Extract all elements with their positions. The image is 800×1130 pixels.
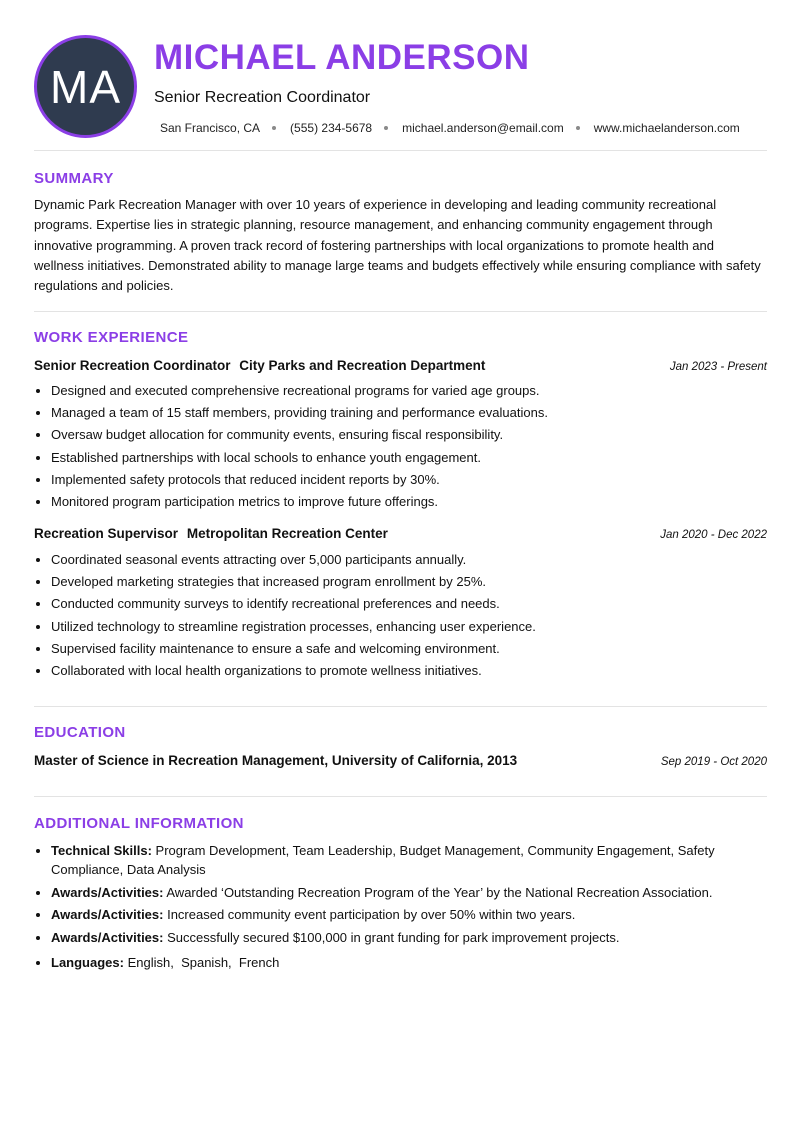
job-bullets — [34, 380, 767, 513]
list-item: • Collaborated with local health organizations to promote wellness initiatives. — [51, 660, 767, 682]
job-header — [34, 358, 767, 373]
divider — [34, 150, 767, 151]
education-entry — [34, 753, 767, 768]
divider — [34, 796, 767, 797]
list-item: • Utilized technology to streamline registration processes, enhancing user experience. — [51, 616, 767, 638]
list-item — [51, 953, 767, 972]
contact-bar — [160, 121, 740, 135]
contact-email[interactable]: michael.anderson@email.com — [402, 121, 564, 135]
info-label: Awards/Activities: — [51, 907, 164, 922]
education-dates: Sep 2019 - Oct 2020 — [660, 756, 767, 768]
list-item: • Developed marketing strategies that increased program enrollment by 25%. — [51, 571, 767, 593]
contact-phone: (555) 234-5678 — [290, 121, 373, 135]
summary-text: Dynamic Park Recreation Manager with over 10 years of experience in developing and leading community recreational programs. Expertise lies in strategic planning, resource management, and enhancing community engagement through innovative programming. A proven track record of fostering partnerships with local organizations to promote health and wellness initiatives. Demonstrated ability to manage large teams and budgets effectively while ensuring compliance with safety regulations and policies. — [34, 197, 761, 294]
candidate-title: Senior Recreation Coordinator — [154, 89, 371, 106]
separator-dot-icon — [384, 126, 388, 130]
contact-website[interactable]: www.michaelanderson.com — [593, 121, 740, 135]
job-dates: Jan 2020 - Dec 2022 — [660, 529, 767, 541]
list-item — [51, 905, 767, 924]
list-item — [51, 841, 767, 879]
info-label: Technical Skills: — [51, 843, 152, 858]
info-label: Awards/Activities: — [51, 884, 164, 900]
candidate-name: MICHAEL ANDERSON — [154, 38, 530, 77]
list-item: • Supervised facility maintenance to ensure a safe and welcoming environment. — [51, 638, 767, 660]
info-text: English, Spanish, French — [127, 954, 280, 970]
additional-info-list — [34, 841, 767, 975]
divider — [34, 311, 767, 312]
list-item: • Designed and executed comprehensive recreational programs for varied age groups. — [51, 380, 767, 402]
avatar — [34, 35, 137, 138]
job-role: Senior Recreation Coordinator — [34, 358, 231, 373]
education-heading: EDUCATION — [34, 724, 126, 741]
info-text: Successfully secured $100,000 in grant funding for park improvement projects. — [167, 929, 620, 945]
list-item: • Implemented safety protocols that reduced incident reports by 30%. — [51, 469, 767, 491]
list-item: • Coordinated seasonal events attracting over 5,000 participants annually. — [51, 549, 767, 571]
list-item: • Managed a team of 15 staff members, providing training and performance evaluations. — [51, 402, 767, 424]
additional-information-heading: ADDITIONAL INFORMATION — [34, 815, 244, 832]
separator-dot-icon — [576, 126, 580, 130]
education-degree: Master of Science in Recreation Management, University of California, 2013 — [34, 753, 518, 768]
info-label: Languages: — [51, 954, 124, 970]
list-item: • Conducted community surveys to identify recreational preferences and needs. — [51, 593, 767, 615]
info-text: Awarded ‘Outstanding Recreation Program of the Year’ by the National Recreation Association. — [166, 884, 713, 900]
list-item: • Oversaw budget allocation for community events, ensuring fiscal responsibility. — [51, 424, 767, 446]
avatar-initials: MA — [50, 60, 121, 113]
info-label: Awards/Activities: — [51, 929, 164, 945]
job-dates: Jan 2023 - Present — [669, 361, 767, 373]
work-experience-heading: WORK EXPERIENCE — [34, 329, 189, 346]
separator-dot-icon — [272, 126, 276, 130]
list-item: • Established partnerships with local schools to enhance youth engagement. — [51, 447, 767, 469]
summary-heading: SUMMARY — [34, 170, 114, 187]
info-text: Program Development, Team Leadership, Budget Management, Community Engagement, Safety Compliance, Data Analysis — [51, 843, 715, 877]
info-text: Increased community event participation by over 50% within two years. — [167, 907, 576, 922]
divider — [34, 706, 767, 707]
job-header — [34, 526, 767, 541]
job-organization: City Parks and Recreation Department — [239, 358, 486, 373]
job-organization: Metropolitan Recreation Center — [186, 526, 388, 541]
job-bullets — [34, 549, 767, 682]
list-item: • Monitored program participation metrics to improve future offerings. — [51, 491, 767, 513]
contact-location: San Francisco, CA — [160, 121, 261, 135]
list-item — [51, 883, 767, 902]
list-item — [51, 928, 767, 947]
job-role: Recreation Supervisor — [34, 526, 179, 541]
